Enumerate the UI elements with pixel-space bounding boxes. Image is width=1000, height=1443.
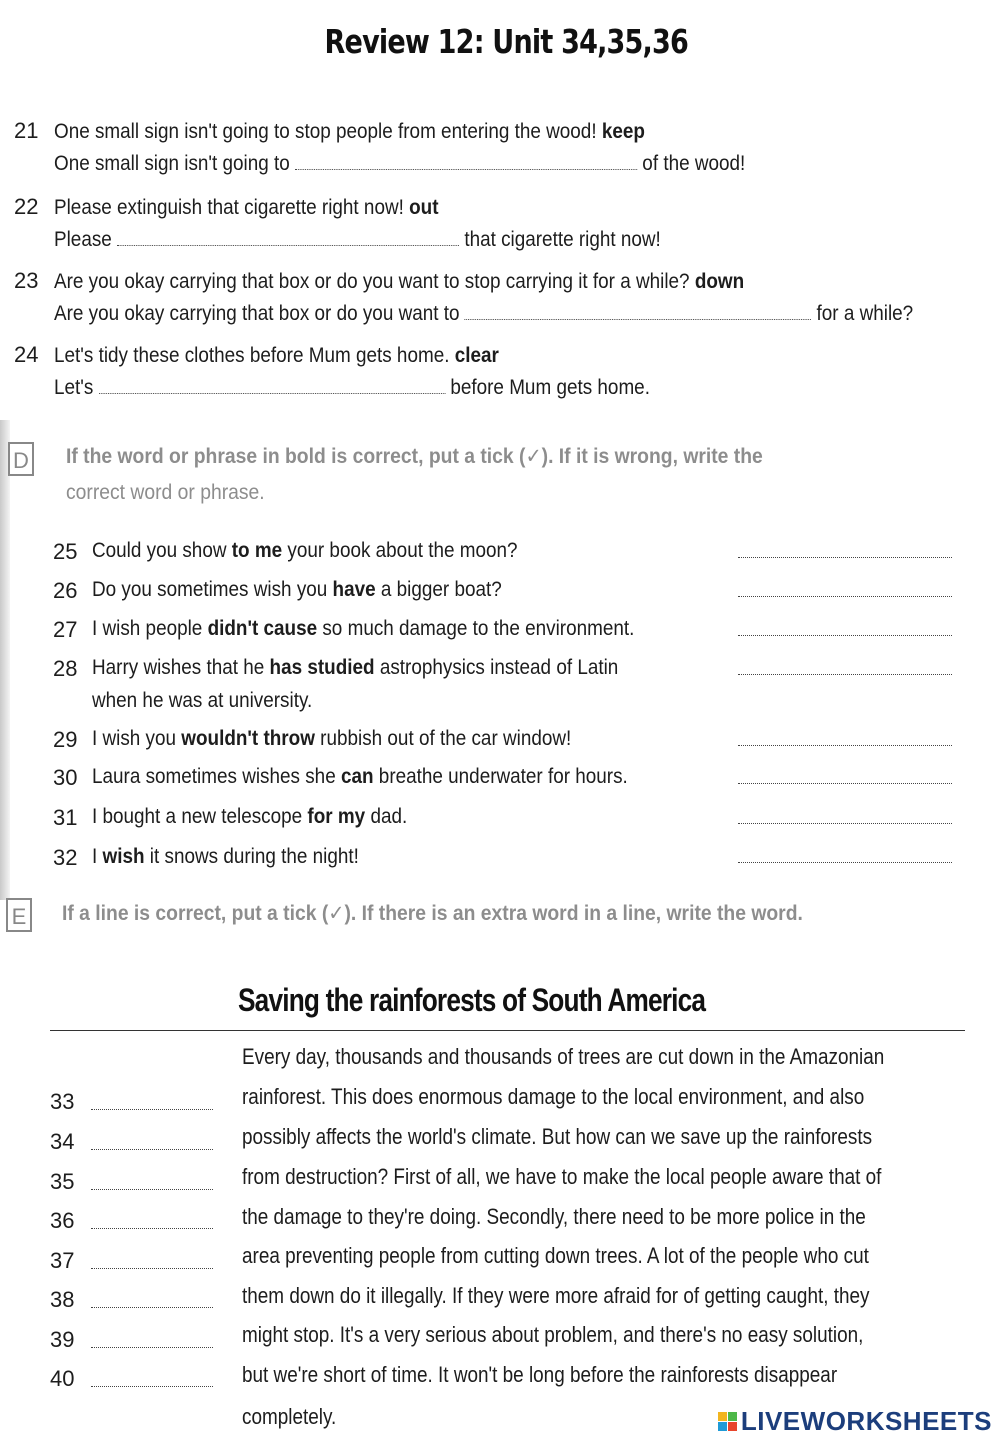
page-shadow bbox=[0, 420, 10, 900]
liveworksheets-logo bbox=[718, 1406, 992, 1437]
answer-line[interactable] bbox=[738, 745, 952, 746]
answer-line[interactable] bbox=[91, 1268, 213, 1269]
item-sentence: Laura sometimes wishes she can breathe underwater for hours. bbox=[92, 765, 628, 788]
bold-phrase: wouldn't throw bbox=[181, 727, 315, 750]
original-sentence: Let's tidy these clothes before Mum gets home. clear bbox=[54, 344, 499, 367]
story-last-line: completely. bbox=[242, 1404, 337, 1429]
keyword: out bbox=[409, 196, 439, 219]
rewrite-sentence: Are you okay carrying that box or do you want to for a while? bbox=[54, 302, 914, 325]
item-number: 27 bbox=[53, 617, 78, 642]
bold-phrase: for my bbox=[307, 805, 366, 828]
liveworksheets-icon bbox=[718, 1412, 737, 1431]
liveworksheets-text: LIVEWORKSHEETS bbox=[740, 1406, 992, 1436]
title-rule bbox=[50, 1030, 965, 1031]
item-number: 26 bbox=[53, 578, 78, 603]
item-sentence: Do you sometimes wish you have a bigger boat? bbox=[92, 578, 502, 601]
item-continuation: when he was at university. bbox=[92, 689, 313, 712]
line-number: 34 bbox=[50, 1129, 75, 1154]
section-e-instruction: If a line is correct, put a tick (✓). If there is an extra word in a line, write the word. bbox=[62, 902, 803, 925]
section-e-label: E bbox=[6, 898, 32, 932]
item-sentence: I wish you wouldn't throw rubbish out of the car window! bbox=[92, 727, 572, 750]
answer-line[interactable] bbox=[738, 783, 952, 784]
answer-line[interactable] bbox=[738, 674, 952, 675]
line-number: 37 bbox=[50, 1248, 75, 1273]
answer-line[interactable] bbox=[738, 557, 952, 558]
question-number: 23 bbox=[14, 268, 39, 293]
answer-line[interactable] bbox=[91, 1347, 213, 1348]
question-number: 24 bbox=[14, 342, 39, 367]
answer-line[interactable] bbox=[91, 1307, 213, 1308]
original-sentence: Are you okay carrying that box or do you want to stop carrying it for a while? down bbox=[54, 270, 745, 293]
story-line: from destruction? First of all, we have to make the local people aware that of bbox=[242, 1164, 882, 1189]
bold-phrase: wish bbox=[102, 845, 145, 868]
line-number: 39 bbox=[50, 1327, 75, 1352]
item-number: 30 bbox=[53, 765, 78, 790]
story-line: the damage to they're doing. Secondly, there need to be more police in the bbox=[242, 1204, 866, 1229]
story-title: Saving the rainforests of South America bbox=[238, 982, 706, 1018]
rewrite-sentence: Please that cigarette right now! bbox=[54, 228, 661, 251]
original-sentence: Please extinguish that cigarette right now! out bbox=[54, 196, 439, 219]
section-d-instruction-line1: If the word or phrase in bold is correct, put a tick (✓). If it is wrong, write the bbox=[66, 445, 763, 468]
original-sentence: One small sign isn't going to stop people from entering the wood! keep bbox=[54, 120, 645, 143]
answer-line[interactable] bbox=[738, 635, 952, 636]
answer-line[interactable] bbox=[738, 823, 952, 824]
story-line: possibly affects the world's climate. But how can we save up the rainforests bbox=[242, 1124, 873, 1149]
item-number: 29 bbox=[53, 727, 78, 752]
question-number: 21 bbox=[14, 118, 39, 143]
answer-line[interactable] bbox=[91, 1386, 213, 1387]
item-sentence: I bought a new telescope for my dad. bbox=[92, 805, 408, 828]
keyword: down bbox=[694, 270, 745, 293]
line-number: 36 bbox=[50, 1208, 75, 1233]
answer-line[interactable] bbox=[91, 1109, 213, 1110]
bold-phrase: has studied bbox=[269, 656, 375, 679]
section-d-instruction-line2: correct word or phrase. bbox=[66, 481, 265, 504]
page-title: Review 12: Unit 34,35,36 bbox=[324, 22, 689, 61]
story-line: but we're short of time. It won't be long before the rainforests disappear bbox=[242, 1362, 838, 1387]
answer-blank[interactable] bbox=[117, 229, 459, 246]
answer-blank[interactable] bbox=[465, 303, 812, 320]
item-number: 32 bbox=[53, 845, 78, 870]
story-first-line: Every day, thousands and thousands of trees are cut down in the Amazonian bbox=[242, 1044, 885, 1069]
rewrite-sentence: One small sign isn't going to of the wood! bbox=[54, 152, 746, 175]
bold-phrase: to me bbox=[231, 539, 283, 562]
line-number: 38 bbox=[50, 1287, 75, 1312]
answer-blank[interactable] bbox=[295, 153, 637, 170]
question-number: 22 bbox=[14, 194, 39, 219]
line-number: 33 bbox=[50, 1089, 75, 1114]
bold-phrase: can bbox=[340, 765, 374, 788]
answer-line[interactable] bbox=[91, 1189, 213, 1190]
item-number: 28 bbox=[53, 656, 78, 681]
line-number: 40 bbox=[50, 1366, 75, 1391]
line-number: 35 bbox=[50, 1169, 75, 1194]
story-line: area preventing people from cutting down trees. A lot of the people who cut bbox=[242, 1243, 869, 1268]
keyword: keep bbox=[601, 120, 645, 143]
item-number: 31 bbox=[53, 805, 78, 830]
item-sentence: I wish people didn't cause so much damage to the environment. bbox=[92, 617, 635, 640]
item-sentence: Harry wishes that he has studied astrophysics instead of Latin bbox=[92, 656, 619, 679]
item-number: 25 bbox=[53, 539, 78, 564]
item-sentence: Could you show to me your book about the moon? bbox=[92, 539, 518, 562]
bold-phrase: didn't cause bbox=[207, 617, 318, 640]
bold-phrase: have bbox=[332, 578, 376, 601]
story-line: might stop. It's a very serious about problem, and there's no easy solution, bbox=[242, 1322, 864, 1347]
rewrite-sentence: Let's before Mum gets home. bbox=[54, 376, 650, 399]
item-sentence: I wish it snows during the night! bbox=[92, 845, 359, 868]
story-line: them down do it illegally. If they were more afraid for of getting caught, they bbox=[242, 1283, 870, 1308]
answer-line[interactable] bbox=[738, 862, 952, 863]
story-line: rainforest. This does enormous damage to the local environment, and also bbox=[242, 1084, 865, 1109]
section-d-label: D bbox=[8, 442, 34, 476]
answer-line[interactable] bbox=[91, 1228, 213, 1229]
answer-line[interactable] bbox=[91, 1149, 213, 1150]
keyword: clear bbox=[454, 344, 499, 367]
answer-blank[interactable] bbox=[99, 377, 445, 394]
answer-line[interactable] bbox=[738, 596, 952, 597]
